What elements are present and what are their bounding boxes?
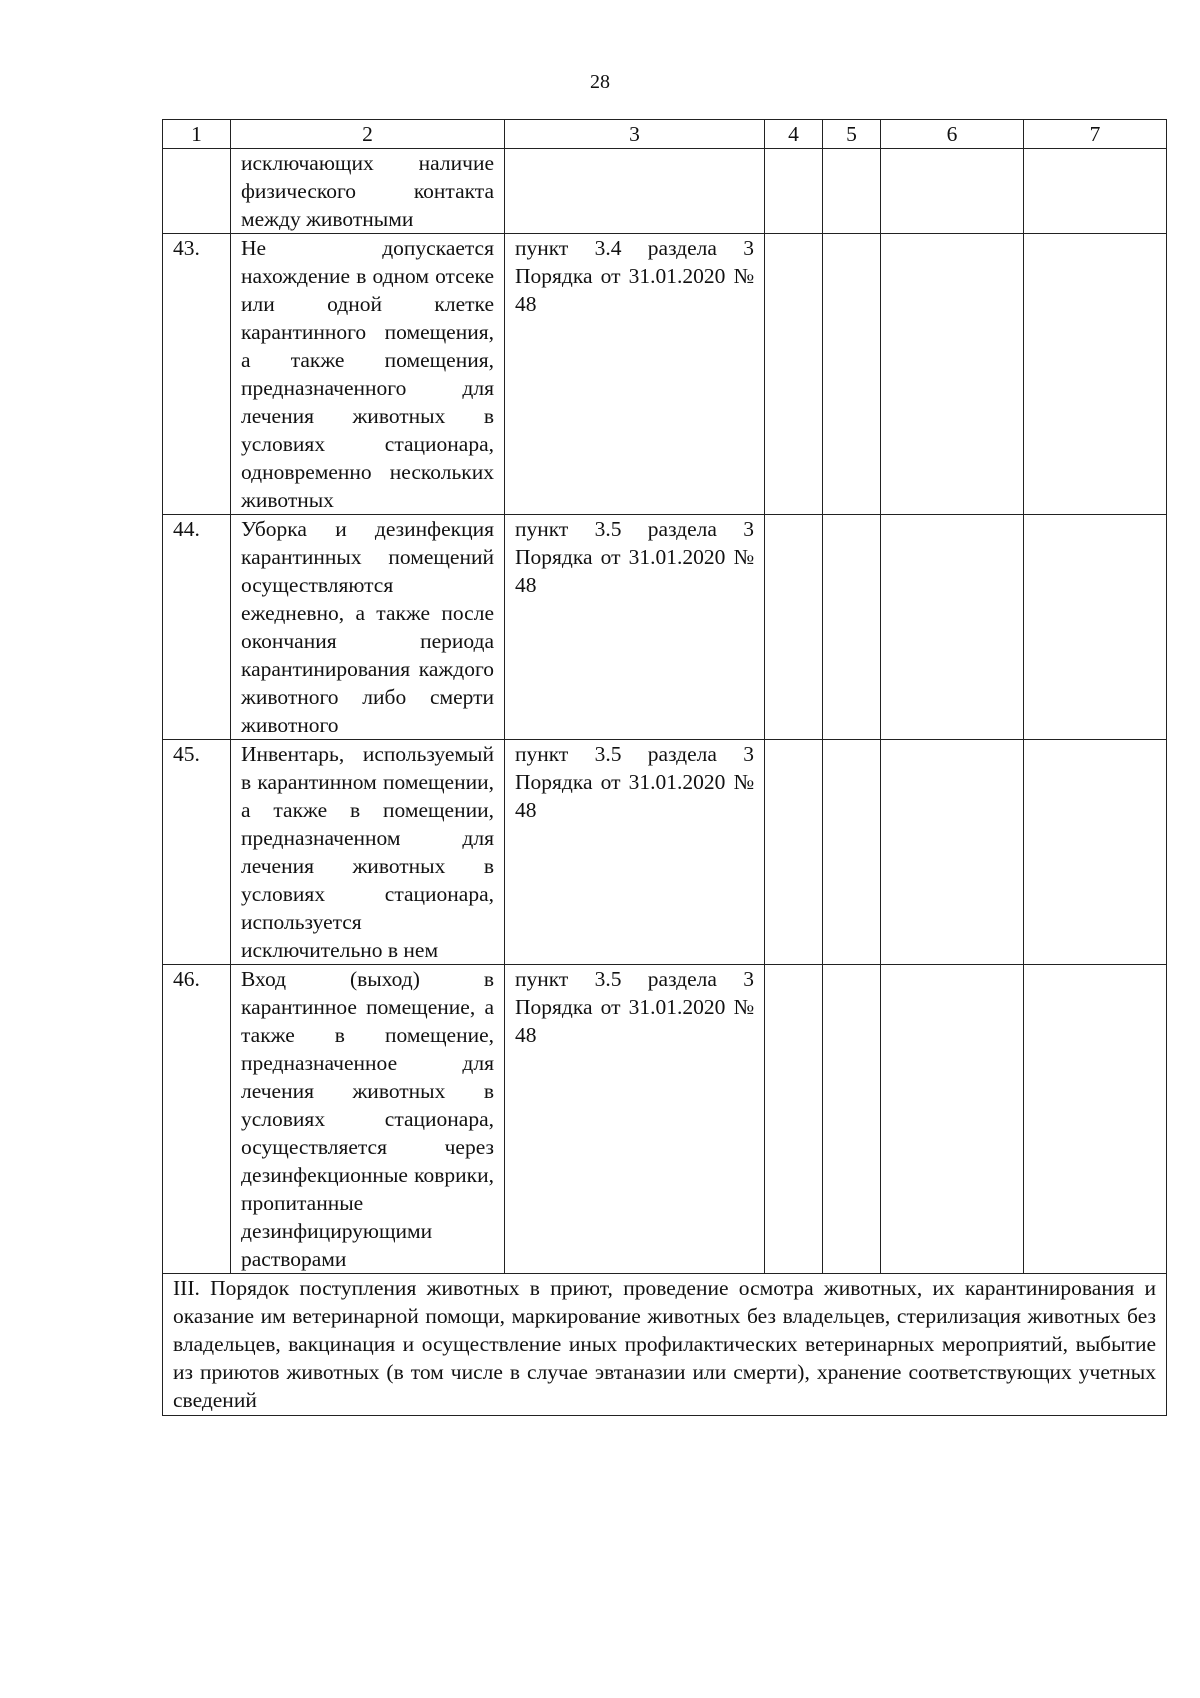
column-header: 7 — [1024, 120, 1167, 149]
row-number: 43. — [163, 234, 231, 515]
table-header-row — [163, 120, 1167, 149]
empty-cell — [765, 740, 823, 965]
empty-cell — [881, 515, 1024, 740]
column-header: 6 — [881, 120, 1024, 149]
empty-cell — [1024, 740, 1167, 965]
empty-cell — [1024, 149, 1167, 234]
empty-cell — [881, 740, 1024, 965]
requirement-text: Вход (выход) в карантинное помещение, а также в помещение, предназначенное для лечения животных в условиях стационара, осуществляется через дезинфекционные коврики, пропитанные дезинфицирующими растворами — [231, 965, 505, 1274]
requirement-text: Инвентарь, используемый в карантинном помещении, а также в помещении, предназначенном для лечения животных в условиях стационара, используется исключительно в нем — [231, 740, 505, 965]
empty-cell — [881, 234, 1024, 515]
column-header: 2 — [231, 120, 505, 149]
empty-cell — [823, 149, 881, 234]
table-row — [163, 965, 1167, 1274]
column-header: 5 — [823, 120, 881, 149]
column-header: 3 — [505, 120, 765, 149]
empty-cell — [1024, 965, 1167, 1274]
empty-cell — [823, 234, 881, 515]
legal-reference: пункт 3.4 раздела 3 Порядка от 31.01.2020 № 48 — [505, 234, 765, 515]
empty-cell — [765, 965, 823, 1274]
empty-cell — [765, 234, 823, 515]
row-number: 44. — [163, 515, 231, 740]
row-number: 46. — [163, 965, 231, 1274]
empty-cell — [881, 965, 1024, 1274]
table-row — [163, 515, 1167, 740]
legal-reference: пункт 3.5 раздела 3 Порядка от 31.01.2020 № 48 — [505, 515, 765, 740]
empty-cell — [881, 149, 1024, 234]
row-number — [163, 149, 231, 234]
empty-cell — [823, 515, 881, 740]
column-header: 4 — [765, 120, 823, 149]
legal-reference: пункт 3.5 раздела 3 Порядка от 31.01.2020 № 48 — [505, 740, 765, 965]
table-row — [163, 234, 1167, 515]
table-row — [163, 149, 1167, 234]
section-heading-row — [163, 1274, 1167, 1416]
row-number: 45. — [163, 740, 231, 965]
empty-cell — [1024, 515, 1167, 740]
requirement-text: Уборка и дезинфекция карантинных помещений осуществляются ежедневно, а также после окончания периода карантинирования каждого животного либо смерти животного — [231, 515, 505, 740]
requirement-text: исключающих наличие физического контакта между животными — [231, 149, 505, 234]
legal-reference — [505, 149, 765, 234]
page-number: 28 — [590, 71, 610, 93]
empty-cell — [823, 965, 881, 1274]
empty-cell — [823, 740, 881, 965]
column-header: 1 — [163, 120, 231, 149]
legal-reference: пункт 3.5 раздела 3 Порядка от 31.01.2020 № 48 — [505, 965, 765, 1274]
checklist-table — [162, 119, 1167, 1416]
section-heading: III. Порядок поступления животных в приют, проведение осмотра животных, их карантинирования и оказание им ветеринарной помощи, маркирование животных без владельцев, стерилизация животных без владельцев, вакцинация и осуществление иных профилактических ветеринарных мероприятий, выбытие из приютов животных (в том числе в случае эвтаназии или смерти), хранение соответствующих учетных сведений — [163, 1274, 1167, 1416]
empty-cell — [1024, 234, 1167, 515]
empty-cell — [765, 515, 823, 740]
table-row — [163, 740, 1167, 965]
requirement-text: Не допускается нахождение в одном отсеке или одной клетке карантинного помещения, а также помещения, предназначенного для лечения животных в условиях стационара, одновременно нескольких животных — [231, 234, 505, 515]
empty-cell — [765, 149, 823, 234]
